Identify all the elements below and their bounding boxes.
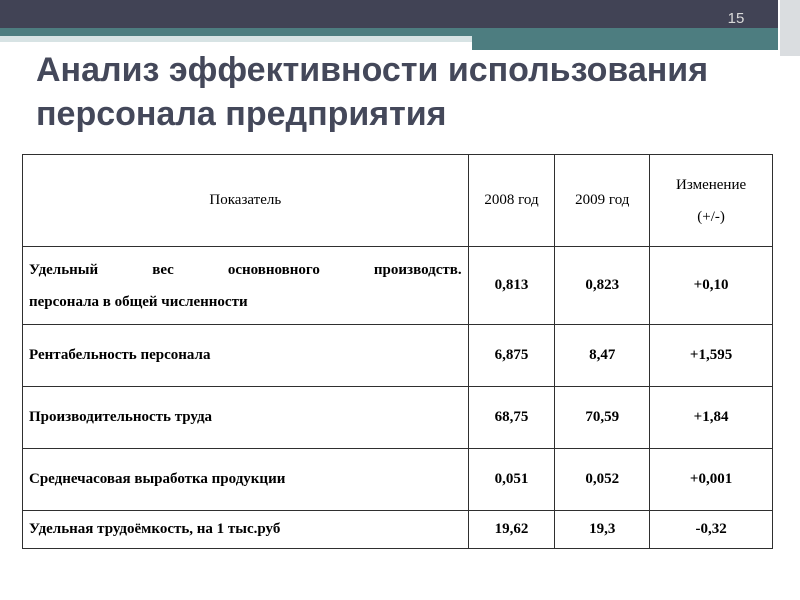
header-2009: 2009 год	[555, 155, 650, 247]
row-value-2009: 70,59	[555, 387, 650, 449]
header-change	[650, 155, 773, 247]
row-value-change: -0,32	[650, 511, 773, 549]
top-banner-dark	[0, 0, 800, 28]
top-banner-light-strip	[0, 36, 472, 42]
row-name: Рентабельность персонала	[23, 325, 469, 387]
table-header-row	[23, 155, 773, 247]
row-name	[23, 247, 469, 325]
table-row	[23, 387, 773, 449]
row-value-2008: 6,875	[468, 325, 555, 387]
row-value-2009: 0,052	[555, 449, 650, 511]
row-value-change: +0,10	[650, 247, 773, 325]
header-change-line-1: Изменение	[676, 176, 747, 193]
row-value-2009: 0,823	[555, 247, 650, 325]
row-value-2008: 68,75	[468, 387, 555, 449]
top-banner-right-cap	[778, 0, 800, 56]
row-value-2009: 8,47	[555, 325, 650, 387]
row-name: Удельная трудоёмкость, на 1 тыс.руб	[23, 511, 469, 549]
header-2008: 2008 год	[468, 155, 555, 247]
row-value-change: +1,84	[650, 387, 773, 449]
row-value-2008: 0,813	[468, 247, 555, 325]
slide-title-line-1: Анализ эффективности использования	[36, 51, 709, 89]
header-indicator: Показатель	[23, 155, 469, 247]
efficiency-table	[22, 154, 773, 549]
row-name-line-2: персонала в общей численности	[29, 293, 248, 310]
slide-number: 15	[727, 10, 745, 27]
row-value-change: +1,595	[650, 325, 773, 387]
slide-title-line-2: персонала предприятия	[36, 95, 447, 133]
table-row	[23, 449, 773, 511]
table-row	[23, 325, 773, 387]
row-name: Производительность труда	[23, 387, 469, 449]
row-name-line-1: Удельный вес основновного производств.	[29, 261, 462, 278]
header-change-line-2: (+/-)	[697, 208, 725, 225]
table-row	[23, 247, 773, 325]
table-row	[23, 511, 773, 549]
row-value-2008: 19,62	[468, 511, 555, 549]
row-name: Среднечасовая выработка продукции	[23, 449, 469, 511]
slide-title	[36, 48, 776, 136]
row-value-2008: 0,051	[468, 449, 555, 511]
top-banner-right-cap-edge	[778, 0, 780, 56]
row-value-change: +0,001	[650, 449, 773, 511]
row-value-2009: 19,3	[555, 511, 650, 549]
